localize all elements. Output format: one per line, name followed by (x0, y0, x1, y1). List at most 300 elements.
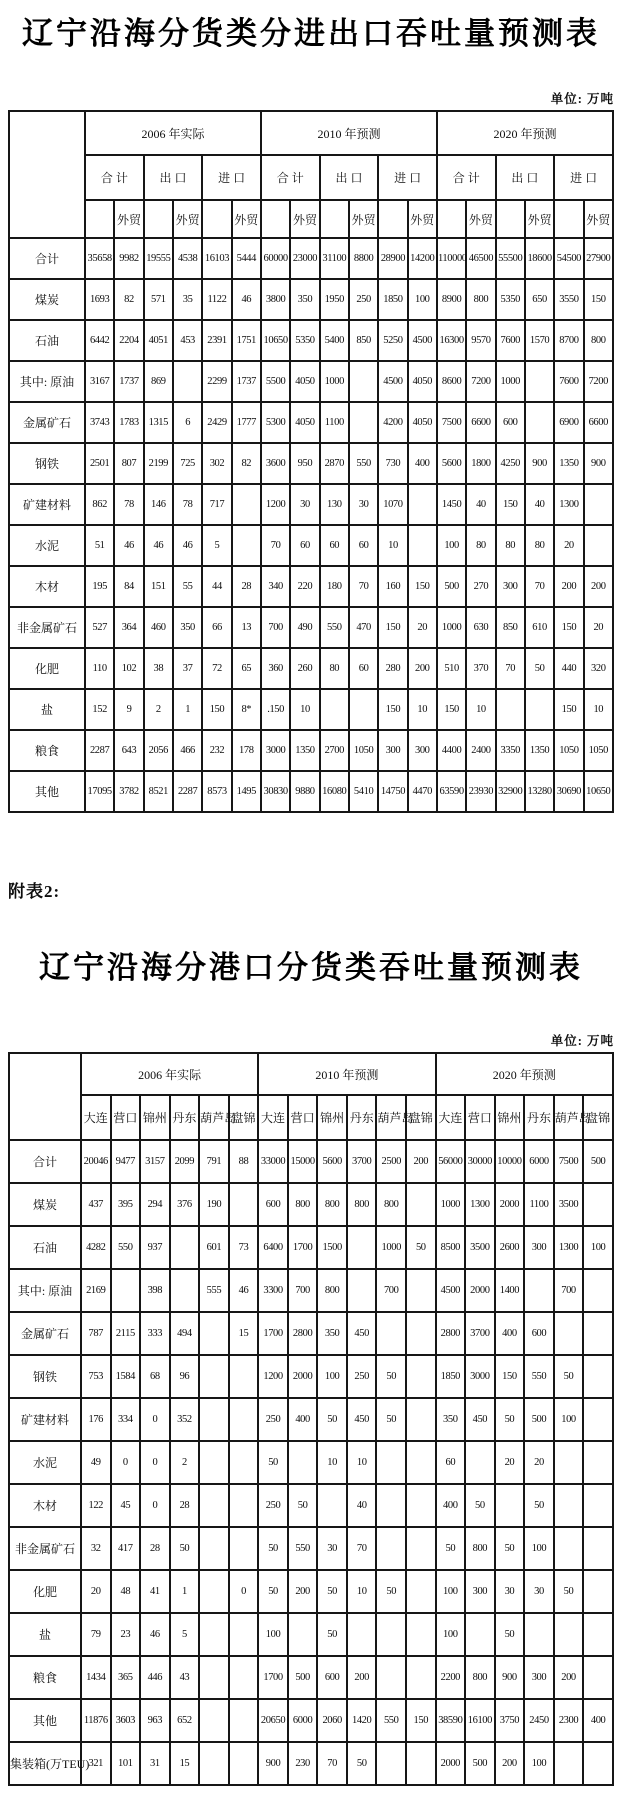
data-cell (199, 1613, 229, 1656)
data-cell (583, 1527, 613, 1570)
port-header-yingkou: 营口 (111, 1095, 141, 1140)
table1-group-header-row (9, 155, 613, 200)
data-cell: 550 (320, 607, 349, 648)
data-cell: 1700 (288, 1226, 318, 1269)
data-cell: 40 (347, 1484, 377, 1527)
data-cell: 2199 (144, 443, 173, 484)
data-cell: 470 (349, 607, 378, 648)
data-cell (554, 1527, 584, 1570)
data-cell (408, 484, 437, 525)
data-cell: 46 (144, 525, 173, 566)
data-cell: 4050 (290, 361, 319, 402)
row-label: 石油 (9, 1226, 81, 1269)
year-group-header: 2020 年预测 (436, 1053, 613, 1095)
table-row (9, 1613, 613, 1656)
data-cell: 440 (554, 648, 583, 689)
data-cell: 950 (290, 443, 319, 484)
data-cell: 3500 (554, 1183, 584, 1226)
data-cell: 20 (554, 525, 583, 566)
table-row (9, 648, 613, 689)
data-cell (199, 1742, 229, 1785)
data-cell: 16100 (465, 1699, 495, 1742)
data-cell: 50 (317, 1613, 347, 1656)
data-cell (376, 1484, 406, 1527)
data-cell: 280 (378, 648, 407, 689)
data-cell (229, 1183, 259, 1226)
data-cell: 5 (202, 525, 231, 566)
data-cell: 70 (317, 1742, 347, 1785)
data-cell: 1495 (232, 771, 261, 812)
year-group-header: 2010 年预测 (258, 1053, 435, 1095)
data-cell: 5350 (496, 279, 525, 320)
data-cell (406, 1742, 436, 1785)
table-row (9, 689, 613, 730)
data-cell (524, 1269, 554, 1312)
data-cell: 1400 (495, 1269, 525, 1312)
data-cell: 7200 (584, 361, 613, 402)
data-cell: 50 (317, 1398, 347, 1441)
data-cell: 38 (144, 648, 173, 689)
data-cell (583, 1742, 613, 1785)
table-row (9, 443, 613, 484)
port-header-panjin: 盘锦 (406, 1095, 436, 1140)
data-cell (229, 1699, 259, 1742)
data-cell: 10 (408, 689, 437, 730)
data-cell: 300 (524, 1226, 554, 1269)
data-cell (584, 525, 613, 566)
data-cell: 20046 (81, 1140, 111, 1183)
data-cell: 49 (81, 1441, 111, 1484)
data-cell: 900 (495, 1656, 525, 1699)
data-cell: 2000 (436, 1742, 466, 1785)
data-cell: 300 (378, 730, 407, 771)
data-cell: 1 (173, 689, 202, 730)
data-cell (349, 361, 378, 402)
data-cell: 800 (465, 1527, 495, 1570)
data-cell: 176 (81, 1398, 111, 1441)
table-row (9, 484, 613, 525)
data-cell: 100 (524, 1742, 554, 1785)
data-cell: 50 (258, 1441, 288, 1484)
data-cell: 807 (114, 443, 143, 484)
data-cell: 80 (525, 525, 554, 566)
data-cell: 1000 (320, 361, 349, 402)
data-cell: 862 (85, 484, 114, 525)
data-cell: 35 (173, 279, 202, 320)
import-header: 进 口 (202, 155, 261, 200)
data-cell: 73 (229, 1226, 259, 1269)
data-cell: 800 (317, 1183, 347, 1226)
data-cell: 28 (232, 566, 261, 607)
row-label: 非金属矿石 (9, 607, 85, 648)
data-cell: 800 (288, 1183, 318, 1226)
data-cell: 1570 (525, 320, 554, 361)
row-label: 煤炭 (9, 279, 85, 320)
table1-body (9, 238, 613, 812)
data-cell: 376 (170, 1183, 200, 1226)
data-cell (495, 1484, 525, 1527)
data-cell: 2099 (170, 1140, 200, 1183)
data-cell: 50 (376, 1570, 406, 1613)
table-row (9, 238, 613, 279)
port-header-dandong: 丹东 (347, 1095, 377, 1140)
data-cell: 31 (140, 1742, 170, 1785)
data-cell: 3600 (261, 443, 290, 484)
data-cell: 800 (466, 279, 495, 320)
data-cell: 334 (111, 1398, 141, 1441)
data-cell: 50 (406, 1226, 436, 1269)
port-header-jinzhou: 锦州 (317, 1095, 347, 1140)
data-cell: 900 (584, 443, 613, 484)
data-cell: 15 (229, 1312, 259, 1355)
port-header-dalian: 大连 (258, 1095, 288, 1140)
table-row (9, 361, 613, 402)
data-cell: 2000 (465, 1269, 495, 1312)
data-cell (554, 1312, 584, 1355)
foreign-trade-header: 外贸 (114, 200, 143, 238)
row-label: 木材 (9, 1484, 81, 1527)
data-cell (406, 1398, 436, 1441)
data-cell (349, 402, 378, 443)
table2-body (9, 1140, 613, 1785)
data-cell: 4050 (290, 402, 319, 443)
data-cell: 50 (495, 1398, 525, 1441)
data-cell: 35658 (85, 238, 114, 279)
data-cell: 30690 (554, 771, 583, 812)
data-cell: 2501 (85, 443, 114, 484)
data-cell: 466 (173, 730, 202, 771)
data-cell: 100 (554, 1398, 584, 1441)
data-cell: 78 (114, 484, 143, 525)
data-cell (288, 1441, 318, 1484)
data-cell: 50 (376, 1398, 406, 1441)
data-cell: 1315 (144, 402, 173, 443)
data-cell: 2299 (202, 361, 231, 402)
data-cell: 730 (378, 443, 407, 484)
data-cell: 4051 (144, 320, 173, 361)
data-cell (406, 1441, 436, 1484)
data-cell: 23 (111, 1613, 141, 1656)
row-label: 粮食 (9, 730, 85, 771)
data-cell: 453 (173, 320, 202, 361)
table-row (9, 1527, 613, 1570)
data-cell: 70 (525, 566, 554, 607)
data-cell: 14750 (378, 771, 407, 812)
data-cell: 50 (258, 1527, 288, 1570)
data-cell: 7500 (437, 402, 466, 443)
row-label: 化肥 (9, 648, 85, 689)
data-cell: 350 (317, 1312, 347, 1355)
data-cell: 150 (554, 689, 583, 730)
data-cell: 400 (436, 1484, 466, 1527)
row-label: 水泥 (9, 525, 85, 566)
data-cell: 15000 (288, 1140, 318, 1183)
data-cell: 0 (140, 1398, 170, 1441)
data-cell: 400 (495, 1312, 525, 1355)
data-cell (376, 1441, 406, 1484)
data-cell: 250 (258, 1398, 288, 1441)
data-cell: 55 (173, 566, 202, 607)
data-cell: 800 (317, 1269, 347, 1312)
data-cell (406, 1527, 436, 1570)
data-cell: 1300 (465, 1183, 495, 1226)
data-cell: 1751 (232, 320, 261, 361)
data-cell: 700 (376, 1269, 406, 1312)
data-cell: 100 (408, 279, 437, 320)
table-row (9, 1183, 613, 1226)
data-cell: 6400 (258, 1226, 288, 1269)
data-cell: 601 (199, 1226, 229, 1269)
table-row (9, 1656, 613, 1699)
data-cell: 600 (496, 402, 525, 443)
row-label: 木材 (9, 566, 85, 607)
data-cell: 8900 (437, 279, 466, 320)
data-cell: 3167 (85, 361, 114, 402)
data-cell: 550 (349, 443, 378, 484)
data-cell: 395 (111, 1183, 141, 1226)
data-cell: 19555 (144, 238, 173, 279)
port-header-yingkou: 营口 (465, 1095, 495, 1140)
data-cell: 600 (524, 1312, 554, 1355)
import-header: 进 口 (554, 155, 613, 200)
data-cell: 30 (524, 1570, 554, 1613)
data-cell: 3603 (111, 1699, 141, 1742)
data-cell: 60 (349, 525, 378, 566)
corner-cell (9, 111, 85, 238)
data-cell: 2200 (436, 1656, 466, 1699)
data-cell: 2000 (288, 1355, 318, 1398)
foreign-trade-header: 外贸 (584, 200, 613, 238)
data-cell: 7600 (554, 361, 583, 402)
data-cell: 7200 (466, 361, 495, 402)
data-cell: 300 (465, 1570, 495, 1613)
table-row (9, 279, 613, 320)
data-cell: 2287 (85, 730, 114, 771)
data-cell: 7600 (496, 320, 525, 361)
data-cell: 200 (554, 566, 583, 607)
data-cell: 417 (111, 1527, 141, 1570)
data-cell (465, 1613, 495, 1656)
data-cell: 450 (347, 1312, 377, 1355)
data-cell: 270 (466, 566, 495, 607)
data-cell: 2287 (173, 771, 202, 812)
data-cell: 8521 (144, 771, 173, 812)
port-header-huludao: 葫芦岛 (199, 1095, 229, 1140)
data-cell: 100 (524, 1527, 554, 1570)
data-cell (170, 1226, 200, 1269)
data-cell (583, 1269, 613, 1312)
data-cell: 10 (347, 1441, 377, 1484)
row-label: 矿建材料 (9, 1398, 81, 1441)
data-cell: 800 (584, 320, 613, 361)
data-cell: 33000 (258, 1140, 288, 1183)
data-cell: 3800 (261, 279, 290, 320)
port-header-huludao: 葫芦岛 (554, 1095, 584, 1140)
data-cell (524, 1613, 554, 1656)
data-cell (406, 1355, 436, 1398)
data-cell: 1050 (349, 730, 378, 771)
row-label: 其他 (9, 771, 85, 812)
data-cell: 220 (290, 566, 319, 607)
table-row (9, 1269, 613, 1312)
data-cell (111, 1269, 141, 1312)
data-cell: 50 (524, 1484, 554, 1527)
data-cell: 20 (408, 607, 437, 648)
data-cell: 100 (437, 525, 466, 566)
data-cell (525, 689, 554, 730)
data-cell: 6 (173, 402, 202, 443)
data-cell: 550 (288, 1527, 318, 1570)
table2-unit-label: 单位: 万吨 (550, 1034, 614, 1048)
data-cell: 110 (85, 648, 114, 689)
data-cell (288, 1613, 318, 1656)
data-cell (406, 1656, 436, 1699)
data-cell: 1737 (114, 361, 143, 402)
data-cell: 300 (408, 730, 437, 771)
data-cell (229, 1441, 259, 1484)
data-cell: 4500 (378, 361, 407, 402)
data-cell: 50 (347, 1742, 377, 1785)
data-cell: 260 (290, 648, 319, 689)
table-row (9, 1226, 613, 1269)
row-label: 金属矿石 (9, 402, 85, 443)
data-cell: 1850 (436, 1355, 466, 1398)
data-cell (199, 1355, 229, 1398)
table-row (9, 1355, 613, 1398)
data-cell: 15 (170, 1742, 200, 1785)
data-cell: 850 (496, 607, 525, 648)
data-cell (199, 1656, 229, 1699)
data-cell: 50 (288, 1484, 318, 1527)
data-cell: 10 (347, 1570, 377, 1613)
data-cell: 23930 (466, 771, 495, 812)
data-cell: 55500 (496, 238, 525, 279)
import-header: 进 口 (378, 155, 437, 200)
corner-cell (9, 1053, 81, 1140)
data-cell: 5 (170, 1613, 200, 1656)
data-cell: 494 (170, 1312, 200, 1355)
data-cell: 294 (140, 1183, 170, 1226)
table2-title: 辽宁沿海分港口分货类吞吐量预测表 (39, 950, 583, 985)
data-cell: 10 (378, 525, 407, 566)
data-cell: 46 (173, 525, 202, 566)
data-cell: 30 (317, 1527, 347, 1570)
data-cell: 5444 (232, 238, 261, 279)
data-cell: 4470 (408, 771, 437, 812)
data-cell: 1000 (376, 1226, 406, 1269)
data-cell: 6000 (524, 1140, 554, 1183)
data-cell (232, 525, 261, 566)
data-cell: 643 (114, 730, 143, 771)
port-header-dalian: 大连 (436, 1095, 466, 1140)
data-cell: 3550 (554, 279, 583, 320)
data-cell: 1100 (524, 1183, 554, 1226)
data-cell: 200 (406, 1140, 436, 1183)
data-cell: 350 (173, 607, 202, 648)
data-cell (406, 1269, 436, 1312)
data-cell: 500 (465, 1742, 495, 1785)
data-cell: 400 (288, 1398, 318, 1441)
data-cell: 66 (202, 607, 231, 648)
data-cell: 100 (583, 1226, 613, 1269)
data-cell: 180 (320, 566, 349, 607)
data-cell: 250 (258, 1484, 288, 1527)
row-label: 水泥 (9, 1441, 81, 1484)
data-cell: 9570 (466, 320, 495, 361)
data-cell: 11876 (81, 1699, 111, 1742)
data-cell: 82 (114, 279, 143, 320)
data-cell: 398 (140, 1269, 170, 1312)
data-cell: 160 (378, 566, 407, 607)
data-cell: 195 (85, 566, 114, 607)
data-cell: 16080 (320, 771, 349, 812)
data-cell: 2 (170, 1441, 200, 1484)
table-row (9, 320, 613, 361)
data-cell: 6600 (466, 402, 495, 443)
data-cell: 300 (496, 566, 525, 607)
data-cell: 40 (525, 484, 554, 525)
data-cell: 4538 (173, 238, 202, 279)
data-cell: 7500 (554, 1140, 584, 1183)
data-cell: 2391 (202, 320, 231, 361)
data-cell: 3750 (495, 1699, 525, 1742)
data-cell: 150 (406, 1699, 436, 1742)
data-cell: 630 (466, 607, 495, 648)
data-cell: 38590 (436, 1699, 466, 1742)
data-cell: 550 (111, 1226, 141, 1269)
data-cell: 5410 (349, 771, 378, 812)
data-cell: 50 (554, 1570, 584, 1613)
data-cell: 350 (436, 1398, 466, 1441)
data-cell (525, 361, 554, 402)
data-cell: 6900 (554, 402, 583, 443)
foreign-trade-header: 外贸 (290, 200, 319, 238)
data-cell: 1070 (378, 484, 407, 525)
data-cell (406, 1484, 436, 1527)
data-cell: 150 (408, 566, 437, 607)
data-cell: 900 (525, 443, 554, 484)
data-cell: 4050 (408, 361, 437, 402)
data-cell: 30000 (465, 1140, 495, 1183)
data-cell: 250 (347, 1355, 377, 1398)
data-cell (554, 1742, 584, 1785)
data-cell: 3300 (258, 1269, 288, 1312)
data-cell (406, 1570, 436, 1613)
year-group-header: 2006 年实际 (85, 111, 261, 155)
data-cell: 333 (140, 1312, 170, 1355)
data-cell: 80 (320, 648, 349, 689)
data-cell (525, 402, 554, 443)
data-cell: 200 (288, 1570, 318, 1613)
data-cell: 652 (170, 1699, 200, 1742)
data-cell: 1850 (378, 279, 407, 320)
foreign-trade-header: 外贸 (408, 200, 437, 238)
data-cell: 9 (114, 689, 143, 730)
row-label: 石油 (9, 320, 85, 361)
data-cell (229, 1527, 259, 1570)
data-cell (584, 484, 613, 525)
data-cell: 101 (111, 1742, 141, 1785)
data-cell (229, 1398, 259, 1441)
row-label: 矿建材料 (9, 484, 85, 525)
data-cell: 5600 (317, 1140, 347, 1183)
data-cell: 28 (140, 1527, 170, 1570)
data-cell (583, 1398, 613, 1441)
data-cell: 2169 (81, 1269, 111, 1312)
data-cell: 555 (199, 1269, 229, 1312)
data-cell: 4500 (408, 320, 437, 361)
data-cell: 352 (170, 1398, 200, 1441)
